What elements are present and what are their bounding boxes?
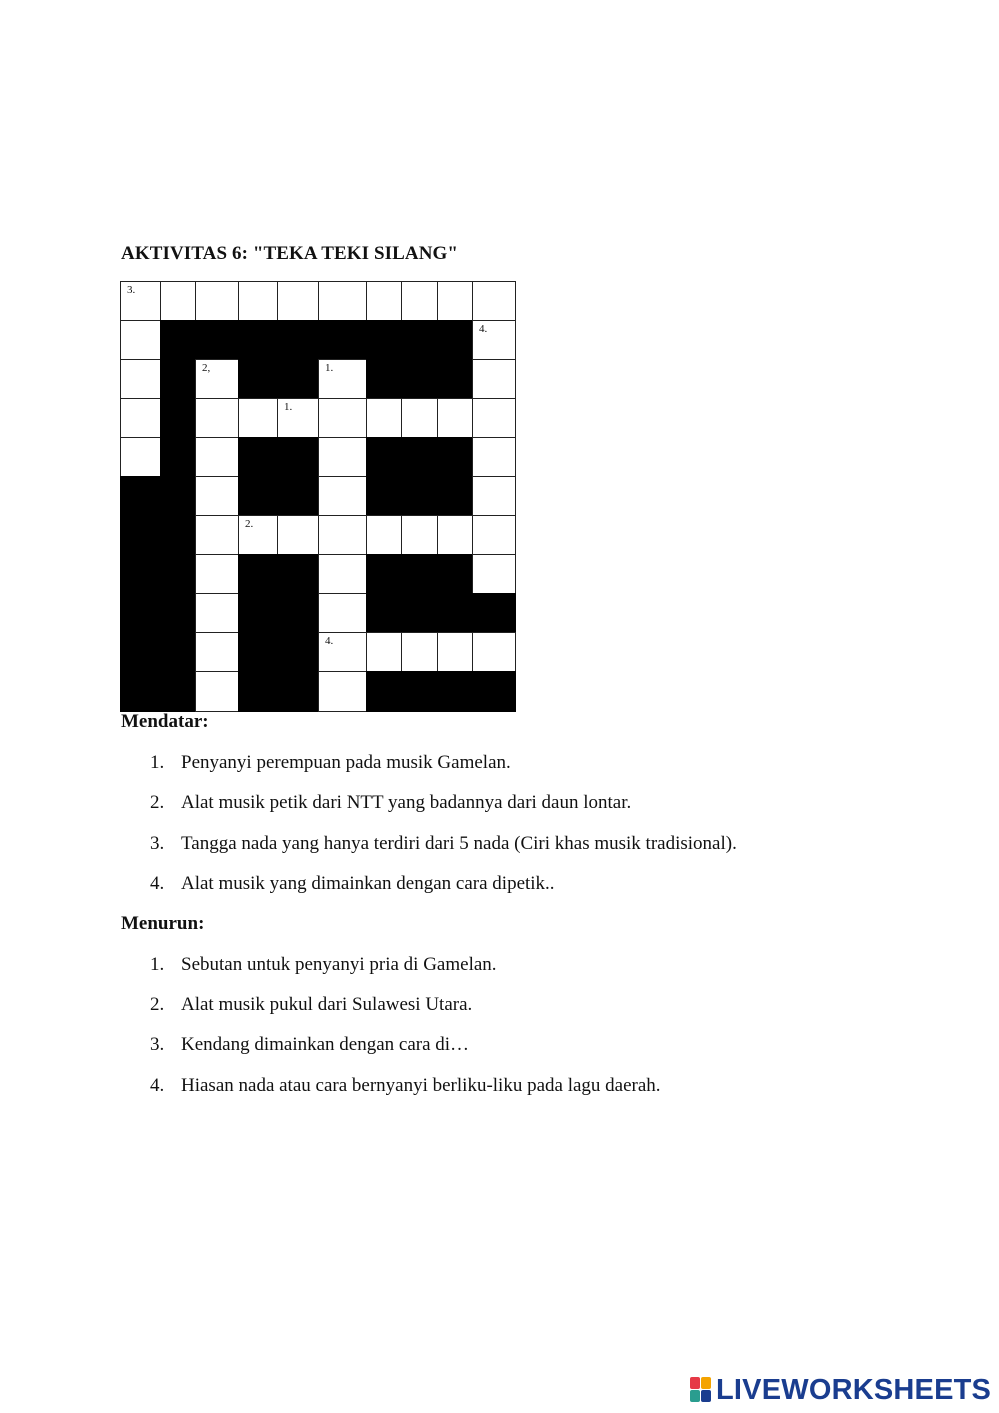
blocked-cell xyxy=(278,438,319,477)
answer-cell[interactable] xyxy=(473,516,515,555)
clue-number: 1. xyxy=(150,752,165,773)
blocked-cell xyxy=(161,633,196,672)
answer-cell[interactable] xyxy=(196,555,239,594)
answer-cell[interactable] xyxy=(121,282,161,321)
blocked-cell xyxy=(161,672,196,711)
answer-cell[interactable] xyxy=(402,516,438,555)
blocked-cell xyxy=(161,516,196,555)
answer-cell[interactable] xyxy=(402,399,438,438)
answer-cell[interactable] xyxy=(196,399,239,438)
blocked-cell xyxy=(367,672,402,711)
blocked-cell xyxy=(319,321,367,360)
blocked-cell xyxy=(161,477,196,516)
answer-cell[interactable] xyxy=(319,594,367,633)
answer-cell[interactable] xyxy=(196,516,239,555)
answer-cell[interactable] xyxy=(438,282,473,321)
heading-menurun: Menurun: xyxy=(121,913,205,934)
answer-cell[interactable] xyxy=(319,360,367,399)
blocked-cell xyxy=(367,438,402,477)
answer-cell[interactable] xyxy=(319,516,367,555)
answer-cell[interactable] xyxy=(438,399,473,438)
clue-number-label: 4. xyxy=(479,323,488,335)
answer-cell[interactable] xyxy=(239,399,278,438)
answer-cell[interactable] xyxy=(161,282,196,321)
blocked-cell xyxy=(473,594,515,633)
answer-cell[interactable] xyxy=(319,282,367,321)
answer-cell[interactable] xyxy=(121,321,161,360)
answer-cell[interactable] xyxy=(196,438,239,477)
answer-cell[interactable] xyxy=(367,633,402,672)
blocked-cell xyxy=(402,672,438,711)
blocked-cell xyxy=(239,672,278,711)
blocked-cell xyxy=(161,438,196,477)
answer-cell[interactable] xyxy=(196,477,239,516)
blocked-cell xyxy=(438,672,473,711)
blocked-cell xyxy=(239,477,278,516)
blocked-cell xyxy=(438,438,473,477)
answer-cell[interactable] xyxy=(319,399,367,438)
clue-text: Tangga nada yang hanya terdiri dari 5 nada (Ciri khas musik tradisional). xyxy=(181,833,737,854)
clue-text: Alat musik pukul dari Sulawesi Utara. xyxy=(181,994,473,1015)
blocked-cell xyxy=(239,438,278,477)
clue-number-label: 1. xyxy=(325,362,334,374)
answer-cell[interactable] xyxy=(319,438,367,477)
blocked-cell xyxy=(367,360,402,399)
clue-number-label: 1. xyxy=(284,401,293,413)
blocked-cell xyxy=(473,672,515,711)
answer-cell[interactable] xyxy=(473,321,515,360)
clue-menurun-3 xyxy=(150,1034,469,1056)
clue-text: Alat musik yang dimainkan dengan cara dipetik.. xyxy=(181,873,555,894)
blocked-cell xyxy=(161,594,196,633)
blocked-cell xyxy=(121,633,161,672)
clue-menurun-1 xyxy=(150,954,497,976)
blocked-cell xyxy=(161,360,196,399)
answer-cell[interactable] xyxy=(319,555,367,594)
clue-text: Alat musik petik dari NTT yang badannya dari daun lontar. xyxy=(181,792,632,813)
blocked-cell xyxy=(367,594,402,633)
clue-text: Penyanyi perempuan pada musik Gamelan. xyxy=(181,752,511,773)
clue-mendatar-3 xyxy=(150,833,737,855)
blocked-cell xyxy=(239,594,278,633)
answer-cell[interactable] xyxy=(319,633,367,672)
clue-text: Kendang dimainkan dengan cara di… xyxy=(181,1034,470,1055)
blocked-cell xyxy=(367,555,402,594)
clue-number-label: 2. xyxy=(245,518,254,530)
clue-number: 2. xyxy=(150,994,165,1015)
answer-cell[interactable] xyxy=(196,672,239,711)
answer-cell[interactable] xyxy=(239,516,278,555)
blocked-cell xyxy=(161,321,196,360)
blocked-cell xyxy=(402,438,438,477)
logo-text: LIVEWORKSHEETS xyxy=(716,1373,992,1406)
answer-cell[interactable] xyxy=(402,633,438,672)
clue-number: 1. xyxy=(150,954,165,975)
clue-menurun-2 xyxy=(150,994,472,1016)
blocked-cell xyxy=(239,555,278,594)
clue-mendatar-1 xyxy=(150,752,511,774)
logo-icon xyxy=(690,1377,712,1403)
blocked-cell xyxy=(121,594,161,633)
answer-cell[interactable] xyxy=(121,360,161,399)
blocked-cell xyxy=(121,516,161,555)
clue-number: 2. xyxy=(150,792,165,813)
answer-cell[interactable] xyxy=(402,282,438,321)
blocked-cell xyxy=(239,633,278,672)
clue-text: Sebutan untuk penyanyi pria di Gamelan. xyxy=(181,954,497,975)
clue-mendatar-4 xyxy=(150,873,555,895)
answer-cell[interactable] xyxy=(278,282,319,321)
answer-cell[interactable] xyxy=(367,399,402,438)
blocked-cell xyxy=(121,477,161,516)
blocked-cell xyxy=(278,555,319,594)
blocked-cell xyxy=(196,321,239,360)
blocked-cell xyxy=(239,360,278,399)
answer-cell[interactable] xyxy=(319,477,367,516)
answer-cell[interactable] xyxy=(438,516,473,555)
blocked-cell xyxy=(121,555,161,594)
answer-cell[interactable] xyxy=(473,477,515,516)
clue-number-label: 2, xyxy=(202,362,211,374)
answer-cell[interactable] xyxy=(319,672,367,711)
blocked-cell xyxy=(402,321,438,360)
answer-cell[interactable] xyxy=(121,438,161,477)
answer-cell[interactable] xyxy=(278,516,319,555)
blocked-cell xyxy=(438,360,473,399)
blocked-cell xyxy=(239,321,278,360)
blocked-cell xyxy=(438,321,473,360)
blocked-cell xyxy=(161,555,196,594)
answer-cell[interactable] xyxy=(473,555,515,594)
liveworksheets-logo[interactable] xyxy=(690,1373,991,1407)
answer-cell[interactable] xyxy=(367,516,402,555)
blocked-cell xyxy=(161,399,196,438)
clue-number: 4. xyxy=(150,873,165,894)
clue-menurun-4 xyxy=(150,1075,661,1097)
answer-cell[interactable] xyxy=(438,633,473,672)
blocked-cell xyxy=(278,321,319,360)
answer-cell[interactable] xyxy=(121,399,161,438)
answer-cell[interactable] xyxy=(473,438,515,477)
answer-cell[interactable] xyxy=(196,360,239,399)
answer-cell[interactable] xyxy=(473,399,515,438)
blocked-cell xyxy=(367,477,402,516)
clue-number: 4. xyxy=(150,1075,165,1096)
answer-cell[interactable] xyxy=(473,360,515,399)
blocked-cell xyxy=(278,633,319,672)
answer-cell[interactable] xyxy=(239,282,278,321)
blocked-cell xyxy=(438,555,473,594)
clue-number: 3. xyxy=(150,1034,165,1055)
answer-cell[interactable] xyxy=(367,282,402,321)
blocked-cell xyxy=(402,594,438,633)
blocked-cell xyxy=(438,477,473,516)
blocked-cell xyxy=(278,672,319,711)
clue-mendatar-2 xyxy=(150,792,631,814)
blocked-cell xyxy=(121,672,161,711)
answer-cell[interactable] xyxy=(196,594,239,633)
blocked-cell xyxy=(278,594,319,633)
blocked-cell xyxy=(402,555,438,594)
clue-number-label: 4. xyxy=(325,635,334,647)
blocked-cell xyxy=(402,360,438,399)
answer-cell[interactable] xyxy=(196,633,239,672)
heading-mendatar: Mendatar: xyxy=(121,711,209,732)
answer-cell[interactable] xyxy=(196,282,239,321)
answer-cell[interactable] xyxy=(278,399,319,438)
clue-number: 3. xyxy=(150,833,165,854)
answer-cell[interactable] xyxy=(473,633,515,672)
blocked-cell xyxy=(278,360,319,399)
crossword-grid xyxy=(121,282,515,711)
answer-cell[interactable] xyxy=(473,282,515,321)
blocked-cell xyxy=(278,477,319,516)
page-title: AKTIVITAS 6: "TEKA TEKI SILANG" xyxy=(121,243,459,264)
clue-text: Hiasan nada atau cara bernyanyi berliku-liku pada lagu daerah. xyxy=(181,1075,661,1096)
blocked-cell xyxy=(367,321,402,360)
clue-number-label: 3. xyxy=(127,284,136,296)
blocked-cell xyxy=(402,477,438,516)
blocked-cell xyxy=(438,594,473,633)
